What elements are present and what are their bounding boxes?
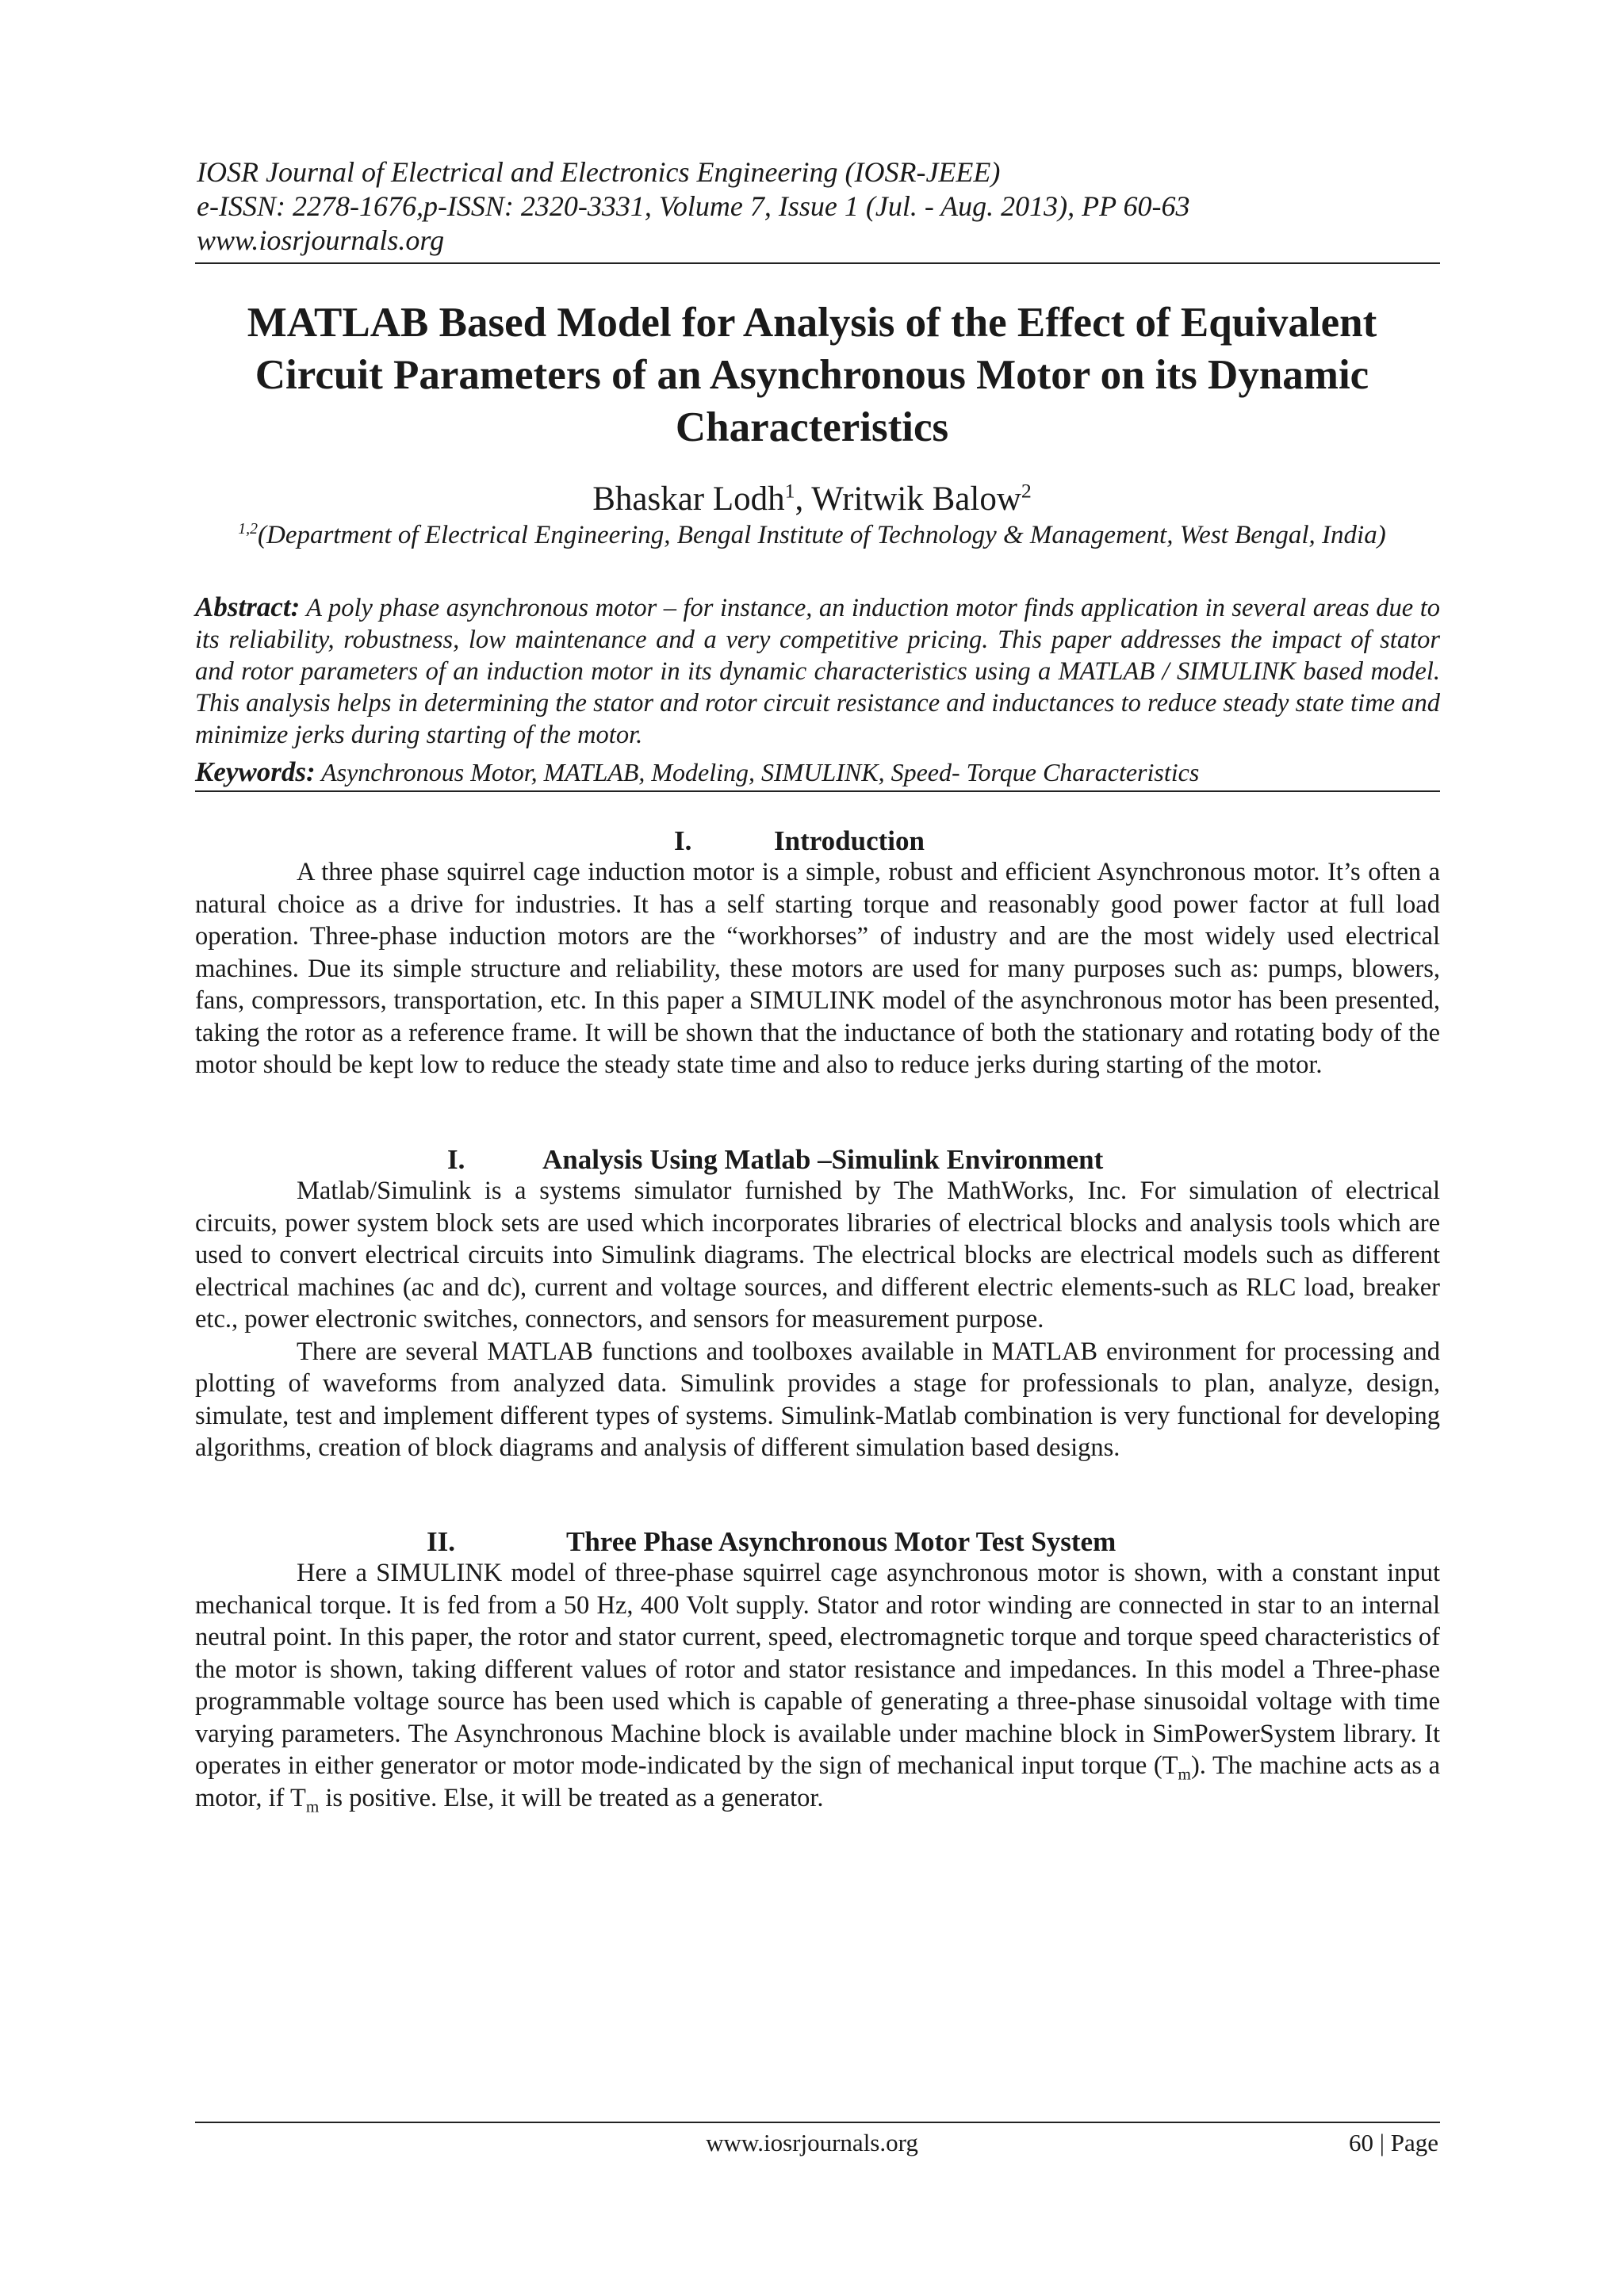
title-line: Characteristics [675,404,949,450]
paper-title [143,297,1481,453]
subscript: m [305,1797,320,1816]
author-separator: , [795,480,812,518]
keywords [195,756,1440,788]
affiliation-text: (Department of Electrical Engineering, Bengal Institute of Technology & Management, West Bengal, India) [258,521,1386,549]
section-number: I. [674,825,692,856]
section-body [195,1557,1440,1814]
affiliation-mark: 1,2 [238,520,258,538]
section-title: Three Phase Asynchronous Motor Test System [566,1526,1116,1557]
page-number: 60 | Page [1349,2129,1438,2156]
author-name: Writwik Balow [811,480,1021,518]
authors [0,479,1624,520]
section-number: I. [447,1144,465,1175]
paragraph-text: is positive. Else, it will be treated as a generator. [319,1783,824,1812]
journal-name: IOSR Journal of Electrical and Electronics Engineering (IOSR-JEEE) [197,156,1001,188]
footer-url: www.iosrjournals.org [706,2129,918,2156]
keywords-text: Asynchronous Motor, MATLAB, Modeling, SIMULINK, Speed- Torque Characteristics [321,758,1200,786]
section-title: Introduction [774,825,925,856]
journal-header [197,155,1442,258]
paragraph: There are several MATLAB functions and toolboxes available in MATLAB environment for processing and plotting of waveforms from analyzed data. Simulink provides a stage for professionals to plan, analyze, design, simulate, test and implement different types of systems. Simulink-Matlab combination is very functional for developing algorithms, creation of block diagrams and analysis of different simulation based designs. [195,1337,1440,1462]
paragraph [195,1557,1440,1814]
journal-issn: e-ISSN: 2278-1676,p-ISSN: 2320-3331, Volume 7, Issue 1 (Jul. - Aug. 2013), PP 60-63 [197,190,1190,222]
affiliation [0,519,1624,552]
section-number: II. [427,1526,455,1557]
paragraph-text: Here a SIMULINK model of three-phase squirrel cage asynchronous motor is shown, with a constant input mechanical torque. It is fed from a 50 Hz, 400 Volt supply. Stator and rotor winding are connected in star to an internal neutral point. In this paper, the rotor and stator current, speed, electromagnetic torque and torque speed characteristics of the motor is shown, taking different values of rotor and stator resistance and impedances. In this model a Three-phase programmable voltage source has been used which is capable of generating a three-phase sinusoidal voltage with time varying parameters. The Asynchronous Machine block is available under machine block in SimPowerSystem library. It operates in either generator or motor mode-indicated by the sign of mechanical input torque (T [195,1559,1440,1780]
subscript: m [1178,1764,1191,1784]
author-name: Bhaskar Lodh [592,480,785,518]
paragraph: A three phase squirrel cage induction motor is a simple, robust and efficient Asynchronous motor. It’s often a natural choice as a drive for industries. It has a self starting torque and reasonably good power factor at full load operation. Three-phase induction motors are the “workhorses” of industry and are the most widely used electrical machines. Due its simple structure and reliability, these motors are used for many purposes such as: pumps, blowers, fans, compressors, transportation, etc. In this paper a SIMULINK model of the asynchronous motor has been presented, taking the rotor as a reference frame. It will be shown that the inductance of both the stationary and rotating body of the motor should be kept low to reduce the steady state time and also to reduce jerks during starting of the motor. [195,858,1440,1079]
section-body [195,856,1440,1081]
abstract-label: Abstract: [195,591,301,622]
abstract-text: A poly phase asynchronous motor – for instance, an induction motor finds application in several areas due to its reliability, robustness, low maintenance and a very competitive pricing. This paper addresses the impact of stator and rotor parameters of an induction motor in its dynamic characteristics using a MATLAB / SIMULINK based model. This analysis helps in determining the stator and rotor circuit resistance and inductances to reduce steady state time and minimize jerks during starting of the motor. [195,594,1440,749]
title-line: MATLAB Based Model for Analysis of the Effect of Equivalent [247,300,1377,346]
journal-url: www.iosrjournals.org [197,224,445,256]
footer-rule [195,2122,1440,2123]
author-affiliation-mark: 1 [784,479,795,503]
title-line: Circuit Parameters of an Asynchronous Motor on its Dynamic [255,352,1369,398]
paragraph-text: ). The machine acts as a motor, if T [195,1751,1441,1812]
abstract-rule [195,790,1440,792]
paragraph: Matlab/Simulink is a systems simulator furnished by The MathWorks, Inc. For simulation of electrical circuits, power system block sets are used which incorporates libraries of electrical blocks and analysis tools which are used to convert electrical circuits into Simulink diagrams. The electrical blocks are electrical models such as different electrical machines (ac and dc), current and voltage sources, and different electric elements-such as RLC load, breaker etc., power electronic switches, connectors, and sensors for measurement purpose. [195,1177,1440,1334]
author-affiliation-mark: 2 [1021,479,1032,503]
keywords-label: Keywords: [195,756,316,787]
section-body [195,1175,1440,1464]
header-rule [195,262,1440,264]
abstract [195,591,1440,751]
section-title: Analysis Using Matlab –Simulink Environment [542,1144,1104,1175]
